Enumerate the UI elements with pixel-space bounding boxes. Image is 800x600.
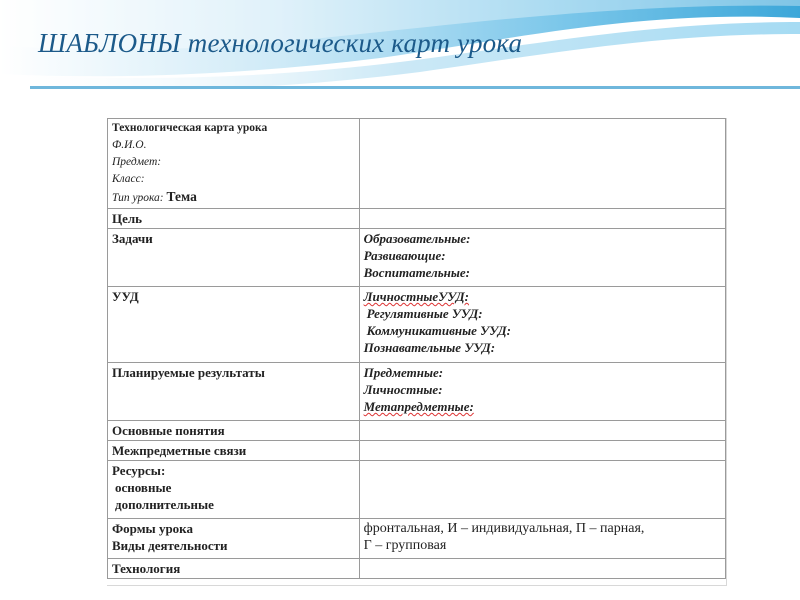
header-class: Класс:: [112, 173, 145, 185]
slide-title: ШАБЛОНЫ технологических карт урока: [38, 28, 523, 58]
resources-main: основные: [115, 480, 172, 495]
task-educational: Образовательные:: [363, 231, 471, 246]
task-developing: Развивающие:: [363, 248, 446, 263]
results-values: [359, 363, 725, 421]
resources-label: Ресурсы:: [112, 463, 166, 478]
table-row: [108, 461, 726, 519]
forms-value-line2: Г – групповая: [363, 538, 447, 553]
table-row: [108, 287, 726, 363]
table-row: [108, 119, 726, 209]
table-row: [108, 229, 726, 287]
header-value-cell: [359, 119, 725, 209]
results-label: Планируемые результаты: [108, 363, 360, 421]
header-title: Технологическая карта урока: [112, 122, 268, 134]
table-row: [108, 421, 726, 441]
activity-types-label: Виды деятельности: [112, 538, 228, 553]
forms-cell: [108, 519, 360, 559]
resources-cell: [108, 461, 360, 519]
uud-personal: ЛичностныеУУД:: [363, 289, 469, 304]
uud-communicative: Коммуникативные УУД:: [366, 323, 511, 338]
result-meta: Метапредметные:: [363, 399, 474, 414]
header-topic: Тема: [166, 189, 197, 204]
table-row: [108, 441, 726, 461]
technology-label: Технология: [108, 559, 360, 579]
uud-values: [359, 287, 725, 363]
table-row: [108, 519, 726, 559]
page-edge-bottom: [107, 585, 727, 586]
result-personal: Личностные:: [363, 382, 443, 397]
resources-value: [359, 461, 725, 519]
header-fio: Ф.И.О.: [112, 139, 147, 151]
uud-label: УУД: [108, 287, 360, 363]
concepts-value: [359, 421, 725, 441]
goal-value: [359, 209, 725, 229]
tasks-values: [359, 229, 725, 287]
forms-value-line1: фронтальная, И – индивидуальная, П – парная,: [363, 521, 645, 536]
page-edge-right: [726, 118, 727, 586]
technology-value: [359, 559, 725, 579]
result-subject: Предметные:: [363, 365, 444, 380]
forms-label: Формы урока: [112, 521, 193, 536]
title-divider: [30, 86, 800, 89]
header-subject: Предмет:: [112, 156, 162, 168]
tasks-label: Задачи: [108, 229, 360, 287]
table-row: [108, 209, 726, 229]
forms-value: [359, 519, 725, 559]
links-value: [359, 441, 725, 461]
header-lesson-type: Тип урока: Тема: [112, 189, 197, 204]
uud-cognitive: Познавательные УУД:: [363, 340, 496, 355]
goal-label: Цель: [108, 209, 360, 229]
task-upbringing: Воспитательные:: [363, 265, 470, 280]
table-row: [108, 363, 726, 421]
uud-regulative: Регулятивные УУД:: [366, 306, 483, 321]
header-cell: [108, 119, 360, 209]
lesson-map-table: [107, 118, 726, 579]
links-label: Межпредметные связи: [108, 441, 360, 461]
resources-extra: дополнительные: [115, 497, 214, 512]
table-row: [108, 559, 726, 579]
concepts-label: Основные понятия: [108, 421, 360, 441]
